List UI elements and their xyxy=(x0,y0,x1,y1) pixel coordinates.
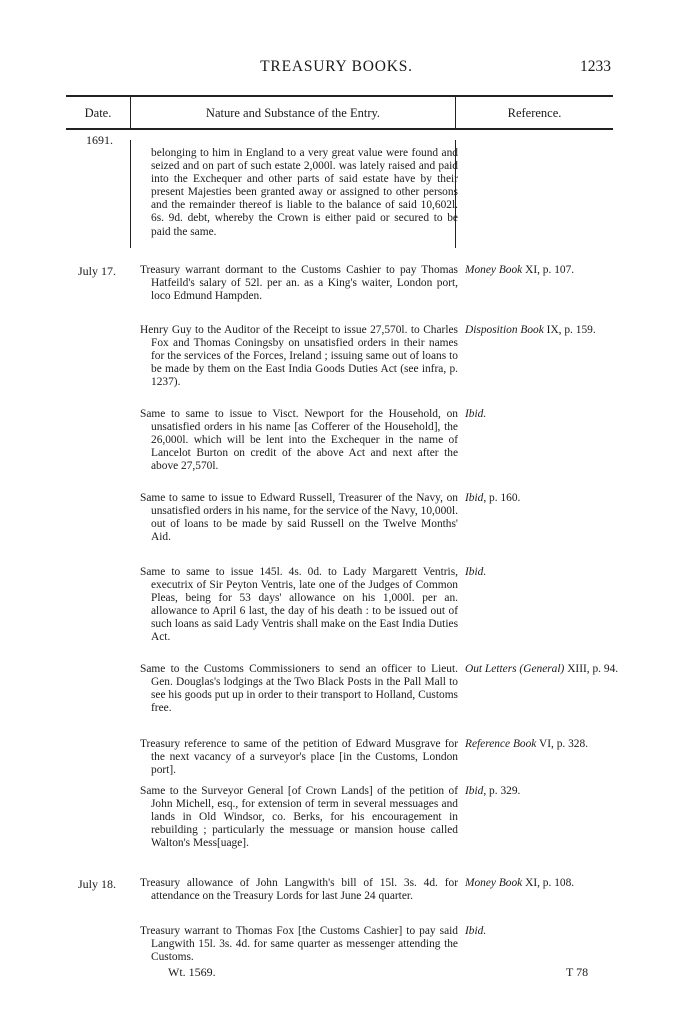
footer-print-mark: Wt. 1569. xyxy=(168,965,216,979)
table-header-rule xyxy=(66,128,613,130)
entry-reference xyxy=(465,492,624,505)
entry-text: Treasury allowance of John Langwith's bill of 15l. 3s. 4d. for attendance on the Treasury Lords for last June 24 quarter. xyxy=(140,877,458,903)
reference-book: Money Book xyxy=(465,877,523,889)
entry-date: July 18. xyxy=(78,877,117,891)
year-marker: 1691. xyxy=(86,133,113,147)
column-header-reference: Reference. xyxy=(507,106,562,120)
reference-page: XI, p. 108. xyxy=(522,877,575,889)
entry-reference xyxy=(465,877,624,890)
table-top-rule xyxy=(66,95,613,97)
reference-book: Out Letters (General) xyxy=(465,663,565,675)
reference-book: Money Book xyxy=(465,264,523,276)
reference-book: Disposition Book xyxy=(465,324,544,336)
entry-text: Treasury warrant to Thomas Fox [the Customs Cashier] to pay said Langwith 15l. 3s. 4d. for same quarter as messenger attending the Customs. xyxy=(140,925,458,964)
footer-signature-mark: T 78 xyxy=(566,965,589,979)
reference-book: Ibid xyxy=(465,492,484,504)
entry-reference xyxy=(465,566,624,579)
entry-text: Henry Guy to the Auditor of the Receipt to issue 27,570l. to Charles Fox and Thomas Coningsby on unsatisfied orders in their names for the services of the Forces, Ireland ; issuing same out of loans to be made by them on the East India Goods Duties Act (see infra, p. 1237). xyxy=(140,324,458,389)
reference-page: IX, p. 159. xyxy=(543,324,596,336)
reference-book: Ibid xyxy=(465,785,484,797)
entry-text: Treasury warrant dormant to the Customs Cashier to pay Thomas Hatfeild's salary of 52l. per an. as a King's waiter, London port, loco Edmund Hampden. xyxy=(140,264,458,303)
reference-page: XI, p. 107. xyxy=(522,264,575,276)
reference-book: Ibid. xyxy=(465,566,487,578)
reference-book: Ibid. xyxy=(465,925,487,937)
reference-book: Ibid. xyxy=(465,408,487,420)
entry-reference xyxy=(465,408,624,421)
entry-date: July 17. xyxy=(78,264,117,278)
reference-page: XIII, p. 94. xyxy=(564,663,619,675)
entry-text: belonging to him in England to a very great value were found and seized and on part of such estate 2,000l. was lately raised and paid into the Exchequer and other parts of said estate have by their present Majesties been granted away or assigned to other persons and the remainder thereof is liable to the balance of said 10,602l. 6s. 9d. debt, whereby the Crown is either paid or secured to be paid the same. xyxy=(151,147,458,238)
column-header-date: Date. xyxy=(84,106,112,120)
entry-reference xyxy=(465,663,624,676)
entry-text: Treasury reference to same of the petition of Edward Musgrave for the next vacancy of a surveyor's place [in the Customs, London port]. xyxy=(140,738,458,777)
page-number: 1233 xyxy=(580,58,611,75)
entry-text: Same to the Surveyor General [of Crown Lands] of the petition of John Michell, esq., for extension of term in several messuages and lands in Old Windsor, co. Berks, for his encouragement in rebuilding ; particularly the messuage or mansion house called Walton's Mess[uage]. xyxy=(140,785,458,850)
entry-reference xyxy=(465,785,624,798)
entry-text: Same to same to issue to Edward Russell, Treasurer of the Navy, on unsatisfied orders in his name, for the service of the Navy, 10,000l. out of loans to be made by said Russell on the Twelve Months' Aid. xyxy=(140,492,458,544)
entry-reference xyxy=(465,324,624,337)
entry-text: Same to same to issue to Visct. Newport for the Household, on unsatisfied orders in his name [as Cofferer of the Household], the 26,000l. which will be lent into the Exchequer in the name of Lancelot Burton on credit of the above Act and next after the above 27,570l. xyxy=(140,408,458,473)
reference-page: VI, p. 328. xyxy=(536,738,589,750)
entry-reference xyxy=(465,738,624,751)
entry-reference xyxy=(465,264,624,277)
entry-reference xyxy=(465,925,624,938)
entry-text: Same to same to issue 145l. 4s. 0d. to Lady Margarett Ventris, executrix of Sir Peyton Ventris, late one of the Judges of Common Pleas, being for 53 days' allowance on his 1,000l. per an. allowance to April 6 last, the day of his death : to be issued out of such loans as said Lady Ventris shall make on the East India Duties Act. xyxy=(140,566,458,644)
reference-book: Reference Book xyxy=(465,738,537,750)
running-title: TREASURY BOOKS. xyxy=(260,58,413,75)
column-header-nature: Nature and Substance of the Entry. xyxy=(205,106,381,120)
entry-text: Same to the Customs Commissioners to send an officer to Lieut. Gen. Douglas's lodgings at the Two Black Posts in the Pall Mall to see his goods put up in order to their transport to Holland, Customs free. xyxy=(140,663,458,715)
reference-page: , p. 329. xyxy=(483,785,521,797)
reference-page: , p. 160. xyxy=(483,492,521,504)
column-divider-date-body xyxy=(130,140,131,248)
